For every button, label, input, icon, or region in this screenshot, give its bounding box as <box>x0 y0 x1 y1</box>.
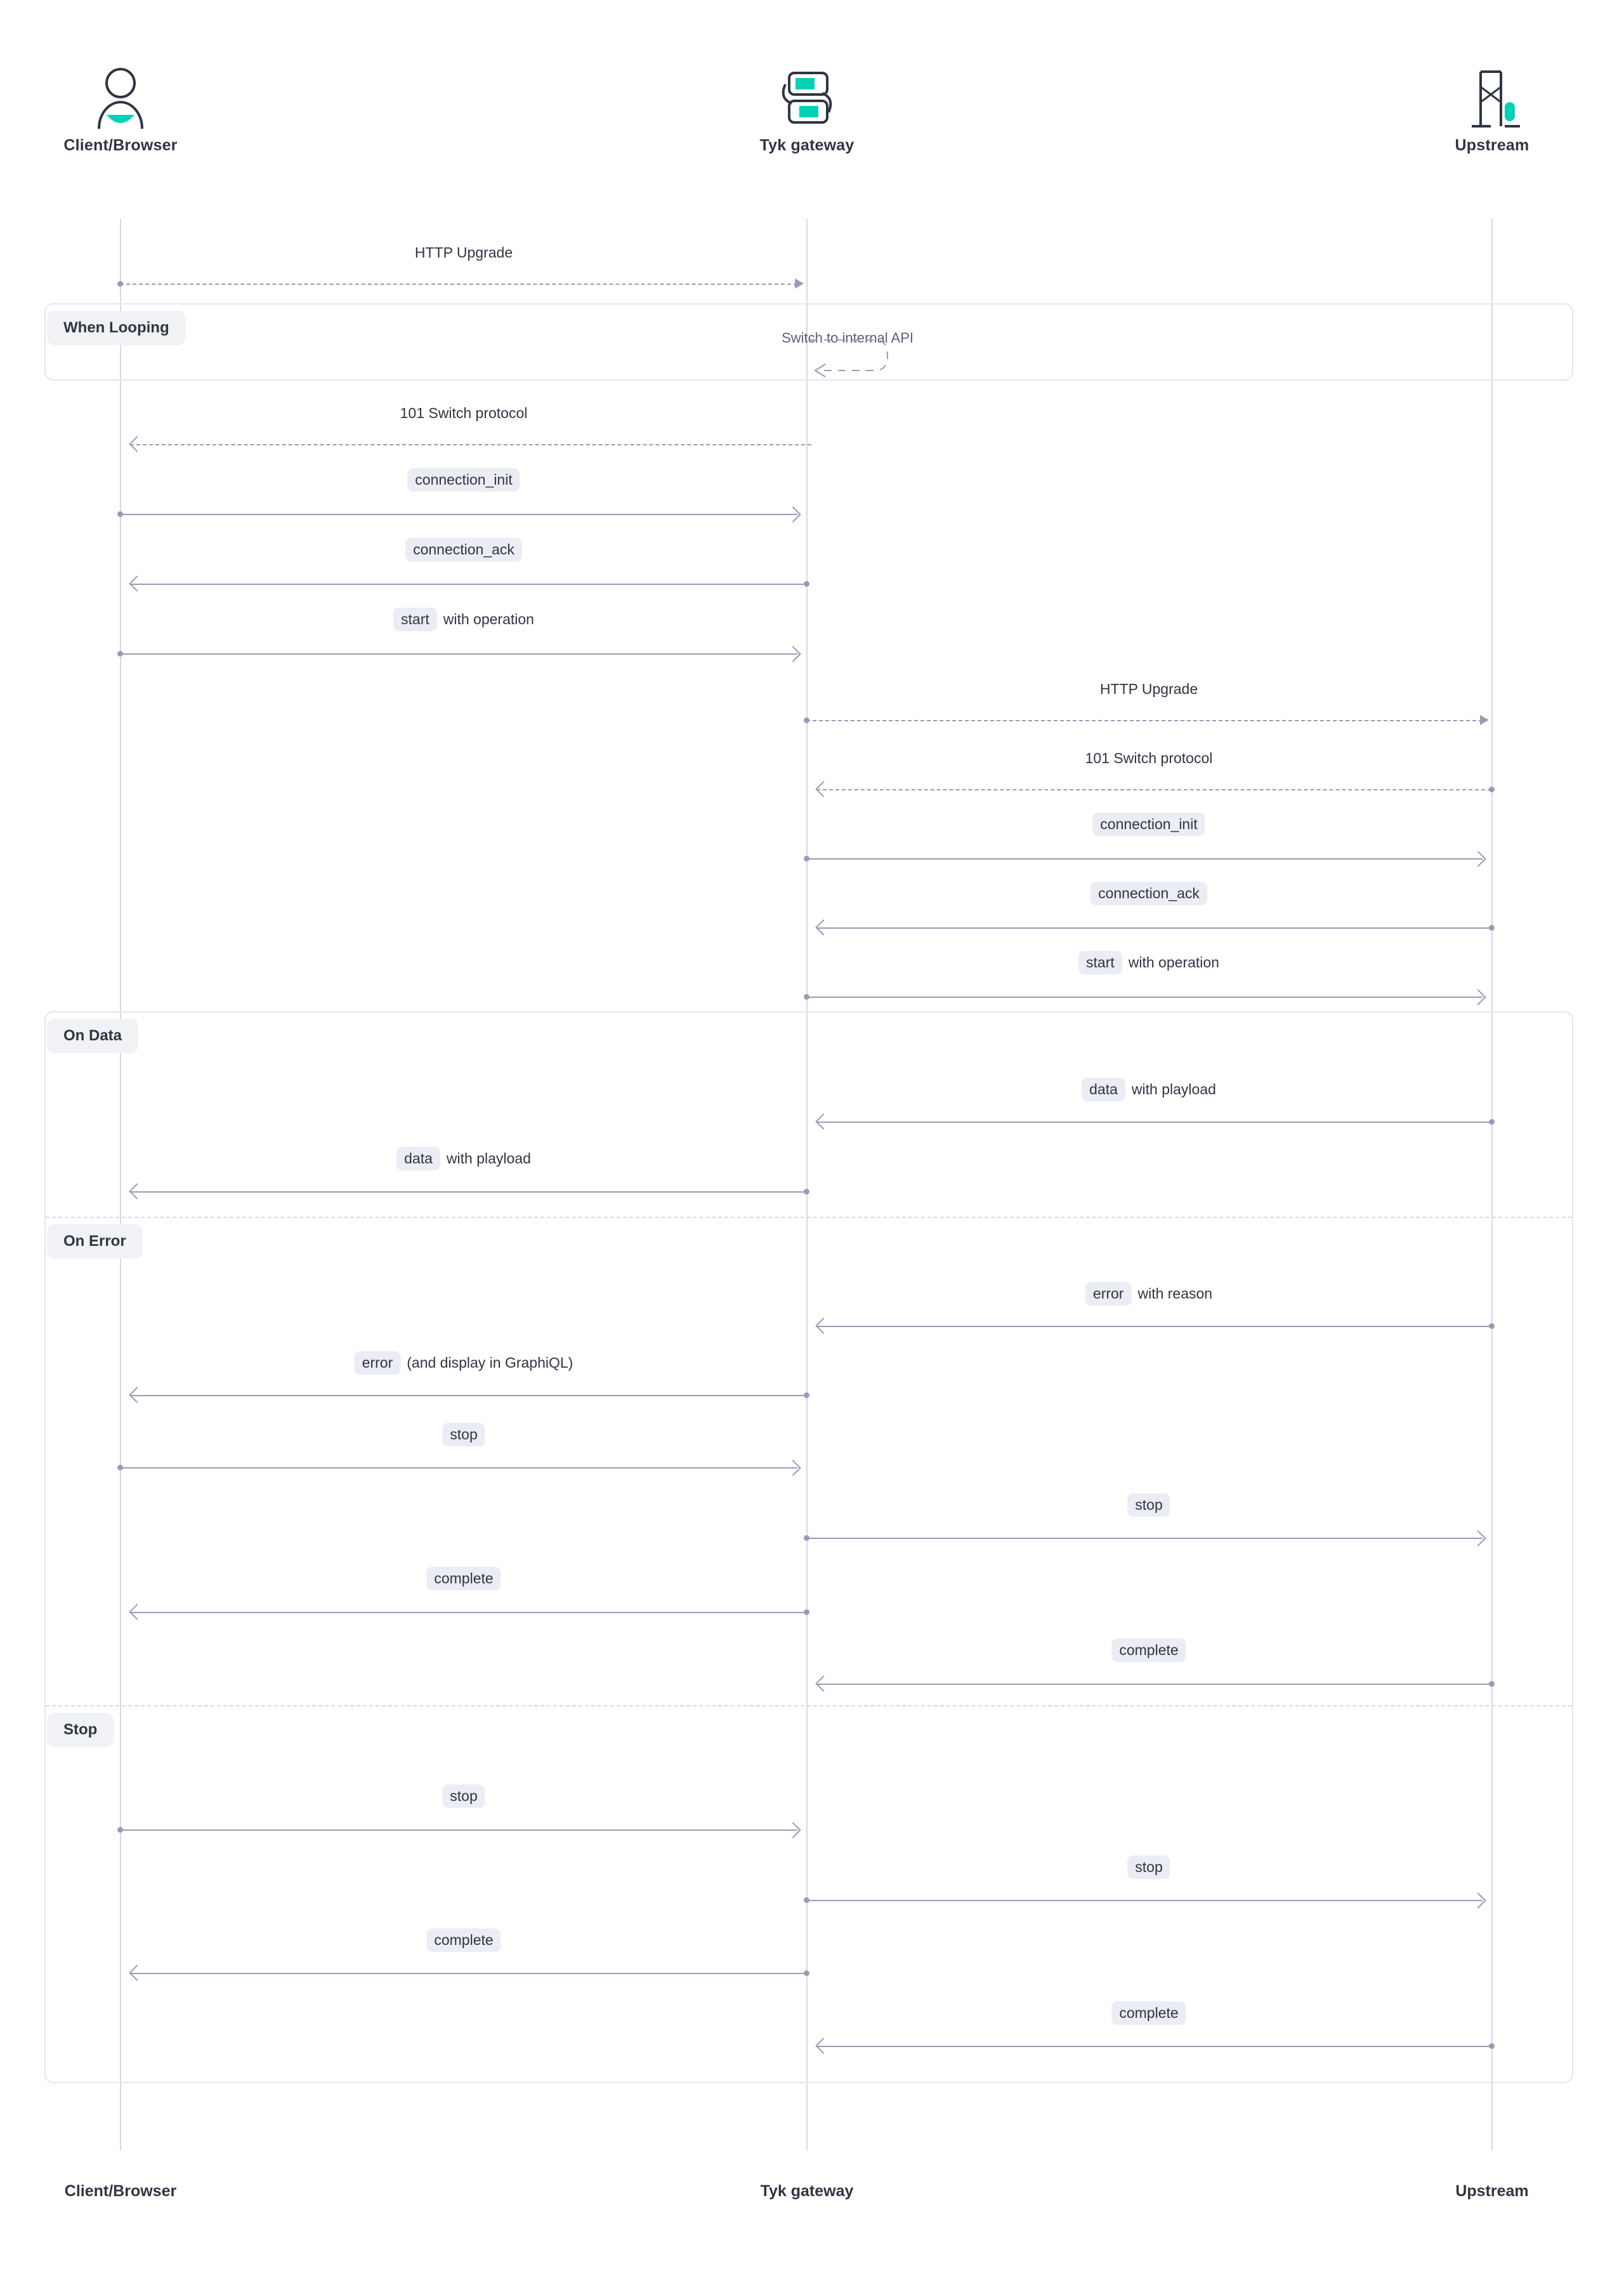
actor-header-client <box>6 60 235 155</box>
message-line-m4 <box>120 514 797 515</box>
message-line-m15 <box>130 1395 806 1396</box>
message-line-m17 <box>806 1538 1483 1539</box>
message-label-connection-ack-client: connection_ack <box>405 538 522 561</box>
message-label-error-gateway: error with reason <box>1085 1282 1212 1306</box>
fragment-label-on-data: On Data <box>47 1019 138 1053</box>
message-arrow-m1 <box>795 278 804 289</box>
message-label-start-upstream: start with operation <box>1078 951 1219 974</box>
message-label-complete-gateway: complete <box>1111 2001 1186 2025</box>
message-label-start-client: start with operation <box>393 608 534 631</box>
fragment-divider-stop <box>46 1705 1572 1706</box>
actor-header-upstream <box>1378 60 1606 155</box>
message-label-stop-client-error: stop <box>442 1423 485 1446</box>
fragment-divider-on-error <box>46 1217 1572 1218</box>
message-arrow-m9 <box>1470 851 1486 867</box>
message-line-m12 <box>816 1122 1491 1123</box>
message-line-m13 <box>130 1191 806 1193</box>
message-label-data-client: data with playload <box>396 1147 531 1170</box>
message-line-m21 <box>806 1900 1483 1901</box>
oil-rig-icon <box>1378 60 1606 131</box>
actor-footer-gateway: Tyk gateway <box>760 2182 854 2200</box>
message-label-101-switch-client: 101 Switch protocol <box>400 405 528 421</box>
message-label-complete-gateway-error: complete <box>1111 1639 1186 1662</box>
message-label-connection-ack-gateway: connection_ack <box>1090 882 1207 905</box>
message-arrow-m4 <box>785 506 801 522</box>
fragment-label-on-error: On Error <box>47 1224 143 1259</box>
message-line-m6 <box>120 653 797 655</box>
message-label-http-upgrade-upstream: HTTP Upgrade <box>1099 681 1198 697</box>
message-line-m19 <box>816 1684 1491 1685</box>
message-line-m1 <box>120 284 797 285</box>
message-label-complete-client: complete <box>426 1928 501 1952</box>
message-label-stop-upstream-error: stop <box>1127 1493 1170 1517</box>
fragment-on-data <box>44 1011 1573 2083</box>
message-line-m8 <box>816 789 1491 790</box>
message-line-m14 <box>816 1326 1491 1327</box>
message-arrow-m8 <box>815 781 831 797</box>
message-line-m10 <box>816 927 1491 929</box>
message-line-m7 <box>806 720 1483 721</box>
message-label-complete-client-error: complete <box>426 1567 501 1590</box>
message-line-m3 <box>130 444 811 445</box>
user-icon <box>6 60 235 131</box>
actor-header-gateway <box>693 60 921 155</box>
fragment-label-when-looping: When Looping <box>47 311 186 345</box>
message-line-m20 <box>120 1829 797 1831</box>
message-line-m16 <box>120 1467 797 1469</box>
message-line-m18 <box>130 1612 806 1613</box>
message-line-m9 <box>806 858 1483 860</box>
message-label-data-gateway: data with playload <box>1082 1078 1216 1101</box>
fragment-label-stop: Stop <box>47 1713 114 1747</box>
message-arrow-m7 <box>1480 715 1489 725</box>
message-arrow-m6 <box>785 646 801 662</box>
actor-label-gateway: Tyk gateway <box>759 136 855 154</box>
actor-footer-client: Client/Browser <box>64 2182 177 2200</box>
self-loop-arrow-gateway <box>806 329 895 386</box>
message-label-stop-upstream: stop <box>1127 1855 1170 1879</box>
message-label-101-switch-gateway: 101 Switch protocol <box>1085 750 1213 766</box>
message-label-stop-client: stop <box>442 1784 485 1808</box>
message-label-http-upgrade-client: HTTP Upgrade <box>414 244 513 261</box>
gateway-icon <box>693 60 921 131</box>
message-label-error-client: error (and display in GraphiQL) <box>355 1351 573 1375</box>
message-line-m11 <box>806 997 1483 998</box>
message-label-connection-init-client: connection_init <box>407 468 520 492</box>
actor-label-upstream: Upstream <box>1455 136 1529 154</box>
message-line-m5 <box>130 584 806 585</box>
message-line-m23 <box>816 2046 1491 2047</box>
message-label-connection-init-upstream: connection_init <box>1092 813 1205 836</box>
message-arrow-m5 <box>129 575 145 591</box>
actor-label-client: Client/Browser <box>63 136 178 154</box>
message-line-m22 <box>130 1973 806 1974</box>
loop-note-switch-internal-api: Switch to internal API <box>782 330 914 346</box>
message-arrow-m11 <box>1470 989 1486 1005</box>
message-arrow-m10 <box>815 919 831 935</box>
message-arrow-m3 <box>129 436 145 452</box>
actor-footer-upstream: Upstream <box>1455 2182 1529 2200</box>
